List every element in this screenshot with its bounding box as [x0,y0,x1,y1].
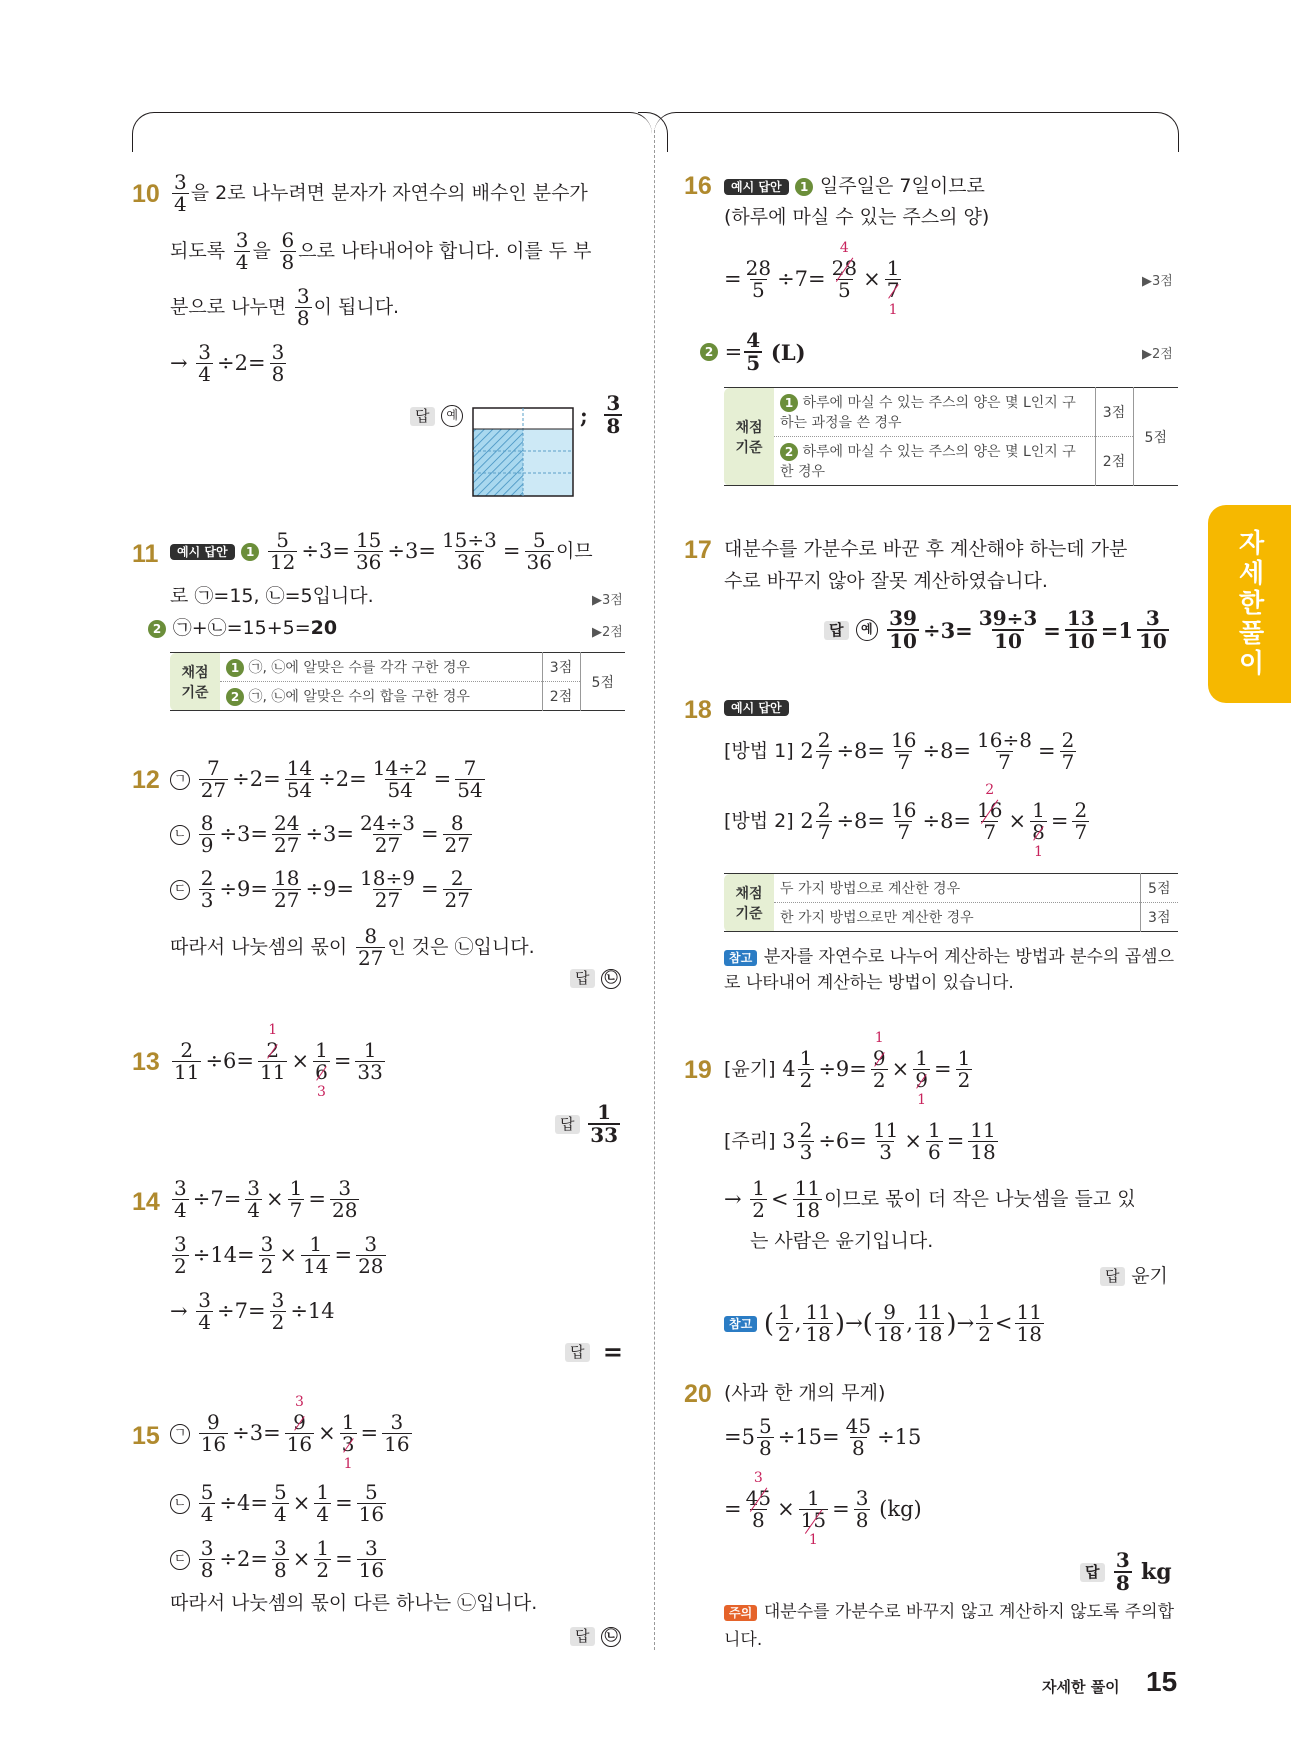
p10-eq: → $\frac{3}{4}$ ÷2= $\frac{3}{8}$ [170,340,285,386]
text: 분으로 나누면 [170,296,287,318]
left-frame-top [132,112,652,152]
problem-number: 18 [684,696,712,724]
p13-answer: 답 1 33 [555,1102,622,1146]
criteria-points: 2점 [542,682,580,711]
p17-line1 [724,540,1127,559]
p14-answer [565,1337,623,1366]
unit: (L) [770,339,806,365]
side-tab[interactable]: 자세한풀이 [1208,505,1291,703]
answer-label: 답 [555,1115,580,1134]
p12-answer [570,968,621,989]
text: 을 2로 나누려면 분자가 자연수의 배수인 분수가 [190,182,588,204]
separator: ; [580,402,588,428]
p16-eq1: = $\frac{28}{5}$ ÷7= 28 4 5 × 1 7 1 [724,240,900,319]
p19-eq1: [윤기] 4 $\frac{1}{2}$ ÷9= 9 1 2 × 1 9 1 = $\frac{1}{2}$ [724,1030,971,1109]
p10-answer-value: ; 3 8 [580,391,621,438]
text: 수로 바꾸지 않아 잘못 계산하였습니다. [724,570,1048,592]
text: 인 것은 ㉡입니다. [387,936,535,958]
p15-conclusion [170,1594,537,1613]
text: 으로 나타내어야 합니다. 이를 두 부 [298,240,592,262]
p11-line3 [148,618,337,639]
problem-number: 16 [684,172,712,200]
example-answer-badge: 예시 답안 [724,179,789,195]
p20-note2 [724,1632,762,1649]
criteria-text: 2 ㉠, ㉡에 알맞은 수의 합을 구한 경우 [220,682,542,711]
result: 20 [310,617,338,639]
points: ▶2점 [1142,347,1173,362]
criteria-label: 채점 기준 [724,388,774,486]
text: 따라서 나눗셈의 몫이 다른 하나는 ㉡입니다. [170,1592,538,1614]
p10-line3: 분으로 나누면 3 8 이 됩니다. [170,284,400,330]
p18-note1 [724,947,1174,968]
p12-eq1: ㄱ $\frac{7}{27}$ ÷2= $\frac{14}{54}$ ÷2= $\frac{14\div 2}{54}$ = $\frac{7}{54}$ [170,758,487,801]
problem-number: 13 [132,1048,160,1076]
p19-note: 참고 ( 1 2 , 11 18 ) → ( 9 18 , 11 18 ) → 1 2 < 11 18 [724,1302,1046,1345]
criteria-label: 채점 기준 [724,874,774,932]
p20-line1 [724,1384,885,1403]
p15-eq2: ㄴ $\frac{5}{4}$ ÷4= $\frac{5}{4}$ × $\frac{1}{4}$ = $\frac{5}{16}$ [170,1482,388,1525]
criteria-total: 5점 [1133,388,1178,486]
text: 이 됩니다. [313,296,400,318]
p17-line2 [724,572,1048,591]
step-2-icon: 2 [700,343,718,361]
p15-answer [570,1626,621,1647]
text: 분자를 자연수로 나누어 계산하는 방법과 분수의 곱셈으 [763,947,1175,967]
text: 되도록 [170,240,226,262]
p20-note [724,1602,1174,1623]
right-frame-top [654,112,1179,152]
criteria-text: 두 가지 방법으로 계산한 경우 [774,874,1140,903]
step-2-icon: 2 [148,620,166,638]
criteria-label: 채점 기준 [170,653,220,711]
points: ▶3점 [592,593,623,608]
p20-eq1: =5 $\frac{5}{8}$ ÷15= $\frac{45}{8}$ ÷15 [724,1414,922,1460]
p19-line4 [750,1232,933,1251]
answer-label: 답 [1100,1267,1125,1286]
p19-eq2: [주리] 3 $\frac{2}{3}$ ÷6= $\frac{11}{3}$ × $\frac{1}{6}$ = $\frac{11}{18}$ [724,1118,996,1164]
p18-note2 [724,975,1014,992]
points: ▶2점 [592,625,623,640]
problem-number: 20 [684,1380,712,1408]
text: 이므 [555,540,593,562]
criteria-text: 1 ㉠, ㉡에 알맞은 수를 각각 구한 경우 [220,653,542,682]
problem-number: 12 [132,766,160,794]
text: [방법 1] [724,740,794,762]
p14-eq1: $\frac{3}{4}$ ÷7= $\frac{3}{4}$ × $\frac{1}{7}$ = $\frac{3}{28}$ [174,1176,358,1222]
text: [주리] [724,1130,776,1152]
page-number: 15 [1146,1666,1178,1697]
text: (사과 한 개의 무게) [724,1382,886,1404]
answer-value: ㉡ [601,969,621,989]
p15-eq1: ㄱ $\frac{9}{16}$ ÷3= 9 3 16 × 1 3 1 = $\frac{3}{16}$ [170,1412,414,1455]
p16-line2 [724,208,989,227]
example-answer-badge: 예시 답안 [724,700,789,716]
text: (하루에 마실 수 있는 주스의 양) [724,206,990,228]
p11-line1: 예시 답안 1 $\frac{5}{12}$ ÷3= $\frac{15}{36}$ ÷3= $\frac{15\div 3}{36}$ = $\frac{5}{36}$ 이므 [170,530,593,573]
answer-label: 답 [570,1627,595,1646]
problem-number: 19 [684,1056,712,1084]
unit: kg [1141,1559,1172,1585]
criteria-points: 3점 [1140,903,1178,932]
p14-eq2: $\frac{3}{2}$ ÷14= $\frac{3}{2}$ × $\frac{1}{14}$ = $\frac{3}{28}$ [174,1232,384,1278]
p20-eq2: = 45 3 8 × 1 15 1 = $\frac{3}{8}$ (kg) [724,1470,922,1549]
text: ㉠+㉡=15+5= [172,617,311,639]
criteria-points: 3점 [1095,388,1133,437]
p16-eq2: 2 = 4 5 (L) [700,330,806,374]
note-badge: 참고 [724,950,757,966]
criteria-table [724,873,1178,932]
p10-line1: 3 4 을 2로 나누려면 분자가 자연수의 배수인 분수가 [174,170,588,216]
problem-number: 14 [132,1188,160,1216]
text: 을 [252,240,271,262]
text: [윤기] [724,1058,776,1080]
note-badge: 주의 [724,1605,757,1621]
p19-line3: → 1 2 < 11 18 이므로 몫이 더 작은 나눗셈을 들고 있 [724,1176,1136,1222]
text: [방법 2] [724,810,794,832]
p10-answer [410,405,463,427]
text: 니다. [724,1630,763,1650]
answer-label: 답 [565,1343,590,1362]
criteria-total: 5점 [580,653,625,711]
answer-label: 답 [824,621,849,640]
text: 따라서 나눗셈의 몫이 [170,936,348,958]
criteria-points: 5점 [1140,874,1178,903]
p12-eq2: ㄴ $\frac{8}{9}$ ÷3= $\frac{24}{27}$ ÷3= $\frac{24\div 3}{27}$ = $\frac{8}{27}$ [170,813,474,856]
p19-answer [1100,1266,1168,1287]
footer-label: 자세한 풀이 [1042,1678,1120,1696]
criteria-table [170,652,625,711]
p14-eq3: → $\frac{3}{4}$ ÷7= $\frac{3}{2}$ ÷14 [170,1288,335,1334]
p12-conclusion: 따라서 나눗셈의 몫이 8 27 인 것은 ㉡입니다. [170,924,535,970]
p15-eq3: ㄷ $\frac{3}{8}$ ÷2= $\frac{3}{8}$ × $\frac{1}{2}$ = $\frac{3}{16}$ [170,1538,388,1581]
example-answer-badge: 예시 답안 [170,544,235,560]
p13-eq: $\frac{2}{11}$ ÷6= 2 1 11 × 1 6 3 = $\frac{1}{33}$ [174,1022,383,1101]
problem-number: 17 [684,536,712,564]
p18-method1: [방법 1] 2 $\frac{2}{7}$ ÷8= $\frac{16}{7}$ ÷8= $\frac{16\div 8}{7}$ = $\frac{2}{7}$ [724,728,1075,774]
text: 이므로 몫이 더 작은 나눗셈을 들고 있 [824,1188,1136,1210]
answer-value: = [602,1337,623,1366]
criteria-points: 2점 [1095,437,1133,486]
column-divider [654,130,655,1650]
criteria-text: 1 하루에 마실 수 있는 주스의 양은 몇 L인지 구하는 과정을 쓴 경우 [774,388,1095,437]
p10-line2: 되도록 3 4 을 6 8 으로 나타내어야 합니다. 이를 두 부 [170,228,592,274]
criteria-text: 한 가지 방법으로만 계산한 경우 [780,910,974,926]
text: 대분수를 가분수로 바꾼 후 계산해야 하는데 가분 [724,538,1128,560]
points: ▶3점 [1142,274,1173,289]
answer-label: 답 [410,407,435,426]
criteria-text: 2 하루에 마실 수 있는 주스의 양은 몇 L인지 구한 경우 [780,444,1076,480]
example-mark: 예 [441,405,463,427]
p18-method2: [방법 2] 2 $\frac{2}{7}$ ÷8= $\frac{16}{7}$ ÷8= 16 2 7 × 1 8 1 = $\frac{2}{7}$ [724,782,1088,861]
p16-line1 [724,176,985,197]
answer-label: 답 [1080,1563,1105,1582]
unit: (kg) [879,1497,922,1521]
problem-number: 15 [132,1422,160,1450]
p20-answer: 답 3 8 kg [1080,1550,1172,1594]
answer-value: 윤기 [1131,1265,1168,1287]
p17-answer: 답 예 $\frac{39}{10}$ ÷3= $\frac{39\div 3}{10}$ = $\frac{13}{10}$ =1 3 10 [824,608,1171,652]
note-badge: 참고 [724,1316,757,1332]
p12-eq3: ㄷ $\frac{2}{3}$ ÷9= $\frac{18}{27}$ ÷9= $\frac{18\div 9}{27}$ = $\frac{2}{27}$ [170,868,474,911]
text: 로 나타내어 계산하는 방법이 있습니다. [724,973,1014,993]
criteria-table [724,387,1178,486]
step-1-icon: 1 [795,178,813,196]
example-mark: 예 [856,619,878,641]
problem-number: 10 [132,180,160,208]
fraction-diagram [472,407,574,497]
text: 대분수를 가분수로 바꾸지 않고 계산하지 않도록 주의합 [763,1602,1175,1622]
p18-badge [724,700,789,716]
p11-line2 [170,587,374,606]
text: 는 사람은 윤기입니다. [750,1230,934,1252]
problem-number: 11 [132,540,159,568]
answer-value: ㉡ [601,1627,621,1647]
criteria-points: 3점 [542,653,580,682]
answer-label: 답 [570,969,595,988]
text: 일주일은 7일이므로 [819,175,985,197]
text: 로 ㉠=15, ㉡=5입니다. [170,585,374,607]
step-1-icon: 1 [241,543,259,561]
